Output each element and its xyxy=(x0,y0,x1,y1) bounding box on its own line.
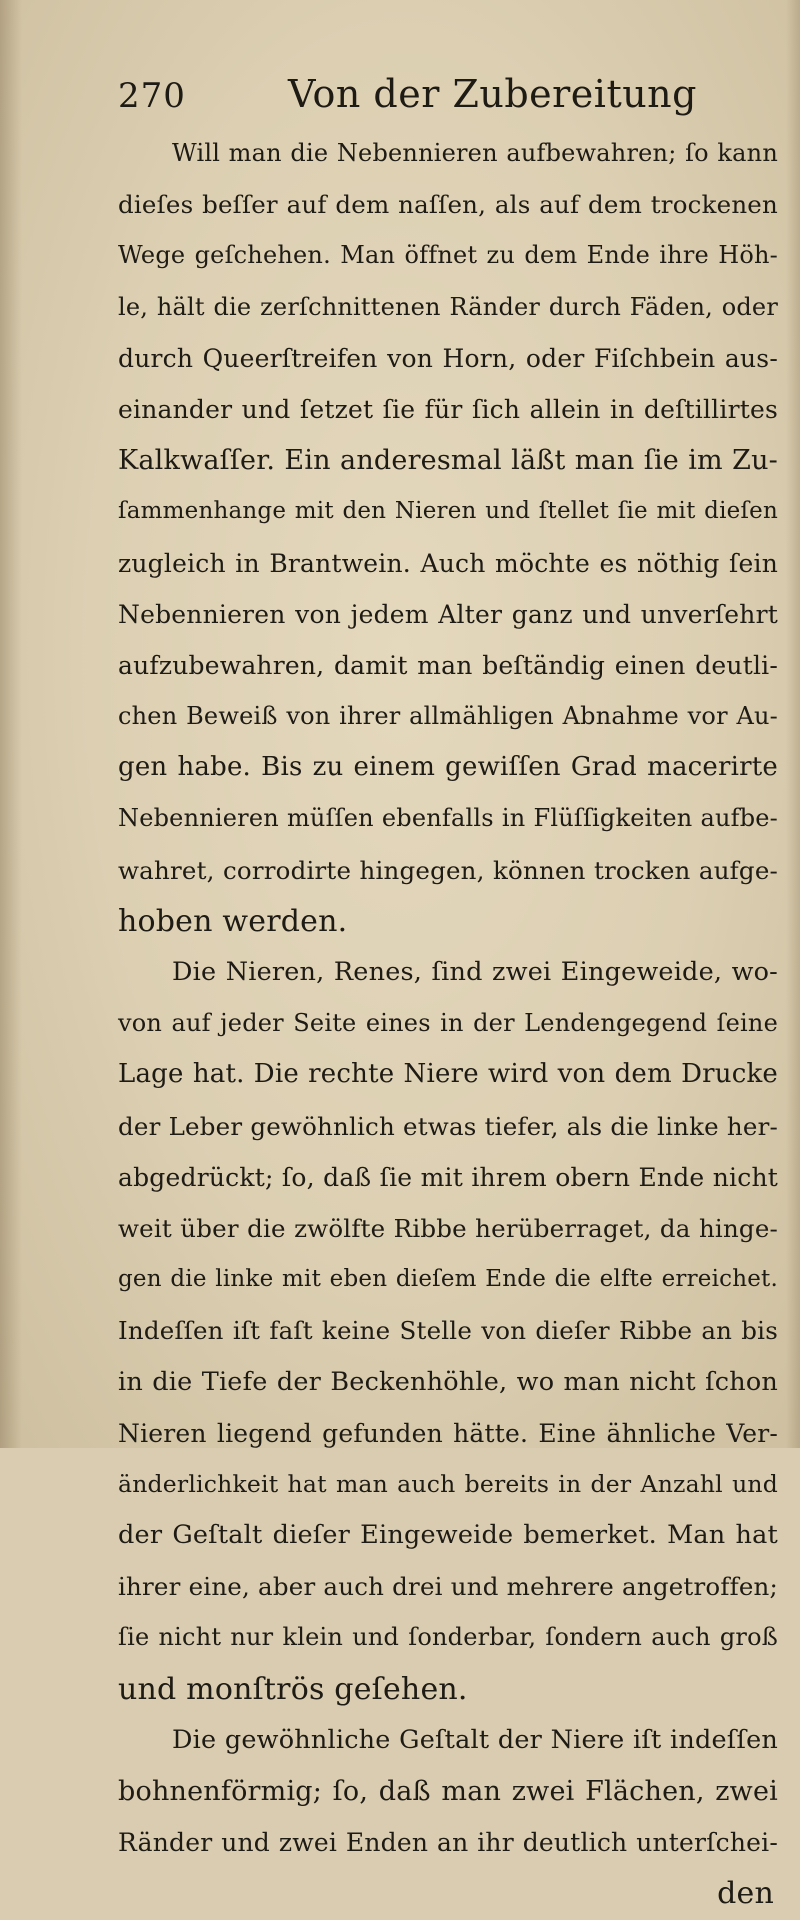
text-line: Die gewöhnliche Geſtalt der Niere iſt indeſſen xyxy=(172,1724,778,1755)
page-gutter-shadow xyxy=(0,0,22,1448)
text-line: einander und ſetzet ſie für ſich allein in deſtillirtes xyxy=(118,394,778,424)
page-edge-shadow xyxy=(786,0,800,1448)
text-line: ihrer eine, aber auch drei und mehrere angetroffen; xyxy=(118,1572,778,1602)
text-line: gen die linke mit eben dieſem Ende die elfte erreichet. xyxy=(118,1266,778,1293)
text-line: und monſtrös geſehen. xyxy=(118,1671,468,1707)
running-head: Von der Zubereitung xyxy=(288,72,697,116)
body-text xyxy=(118,128,778,1920)
text-line: in die Tiefe der Beckenhöhle, wo man nicht ſchon xyxy=(118,1366,778,1397)
catchword: den xyxy=(717,1876,774,1912)
text-line: bohnenförmig; ſo, daß man zwei Flächen, zwei xyxy=(118,1776,778,1807)
text-line: änderlichkeit hat man auch bereits in der Anzahl und xyxy=(118,1469,778,1498)
text-line: ſie nicht nur klein und ſonderbar, ſondern auch groß xyxy=(118,1623,778,1652)
text-line: gen habe. Bis zu einem gewiſſen Grad macerirte xyxy=(118,752,778,783)
text-line: abgedrückt; ſo, daß ſie mit ihrem obern Ende nicht xyxy=(118,1162,778,1192)
text-line: Nieren liegend gefunden hätte. Eine ähnliche Ver- xyxy=(118,1418,778,1448)
text-line: Wege geſchehen. Man öffnet zu dem Ende ihre Höh- xyxy=(118,241,778,270)
text-line: Nebennieren müſſen ebenfalls in Flüſſigkeiten aufbe- xyxy=(118,804,778,833)
text-line: chen Beweiß von ihrer allmähligen Abnahme vor Au- xyxy=(118,702,778,731)
page-number: 270 xyxy=(118,76,186,116)
text-line: der Geſtalt dieſer Eingeweide bemerket. Man hat xyxy=(118,1520,778,1551)
page-header xyxy=(0,70,800,120)
text-line: Die Nieren, Renes, ſind zwei Eingeweide, wo- xyxy=(172,957,778,987)
text-line: Indeſſen iſt faſt keine Stelle von dieſer Ribbe an bis xyxy=(118,1316,778,1346)
text-line: Kalkwaſſer. Ein anderesmal läßt man ſie im Zu- xyxy=(118,445,778,477)
text-line: hoben werden. xyxy=(118,903,348,939)
text-line: dieſes beſſer auf dem naſſen, als auf dem trockenen xyxy=(118,190,778,220)
text-line: durch Queerſtreifen von Horn, oder Fiſchbein aus- xyxy=(118,343,778,373)
text-line: von auf jeder Seite eines in der Lendengegend ſeine xyxy=(118,1009,778,1038)
text-line: weit über die zwölfte Ribbe herüberraget, da hinge- xyxy=(118,1213,778,1243)
text-line: der Leber gewöhnlich etwas tiefer, als die linke her- xyxy=(118,1111,778,1141)
text-line: Ränder und zwei Enden an ihr deutlich unterſchei- xyxy=(118,1828,778,1858)
text-line: Will man die Nebennieren aufbewahren; ſo kann xyxy=(172,139,778,167)
text-line: ſammenhange mit den Nieren und ſtellet ſie mit dieſen xyxy=(118,498,778,525)
text-line: Lage hat. Die rechte Niere wird von dem Drucke xyxy=(118,1059,778,1090)
text-line: aufzubewahren, damit man beſtändig einen deutli- xyxy=(118,650,778,680)
text-line: wahret, corrodirte hingegen, können trocken aufge- xyxy=(118,855,778,885)
text-line: Nebennieren von jedem Alter ganz und unverſehrt xyxy=(118,599,778,629)
text-line: le, hält die zerſchnittenen Ränder durch Fäden, oder xyxy=(118,292,778,321)
text-line: zugleich in Brantwein. Auch möchte es nöthig ſein xyxy=(118,548,778,578)
